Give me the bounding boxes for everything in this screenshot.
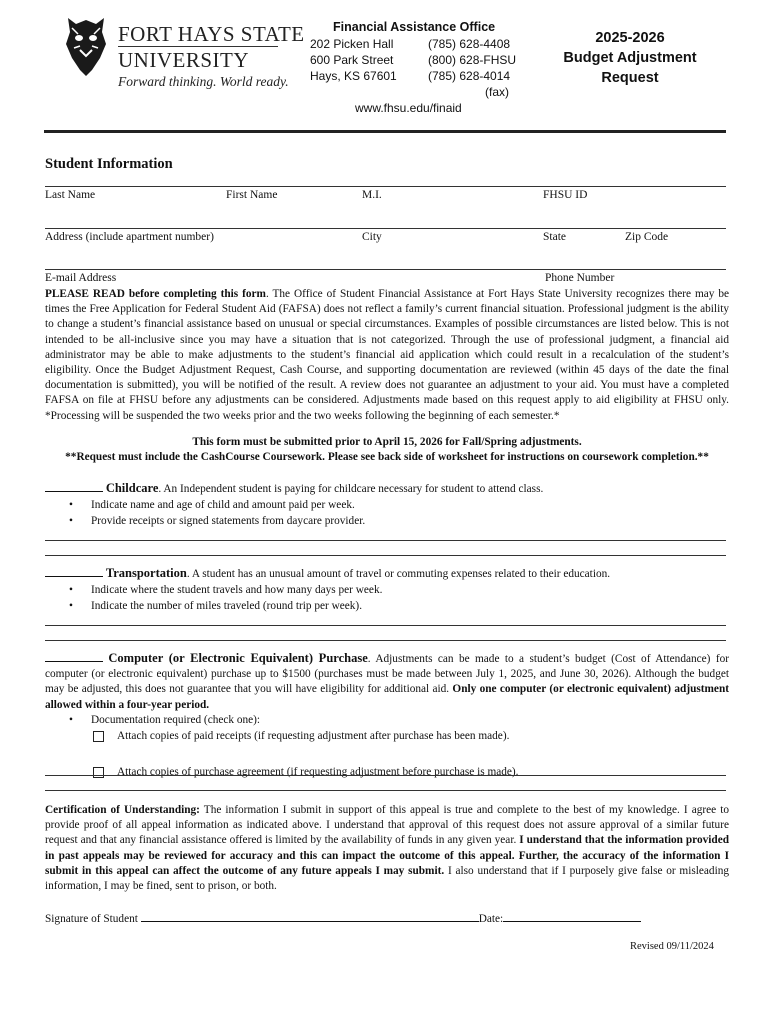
- checkbox-icon[interactable]: [93, 731, 104, 742]
- list-item: • Indicate the number of miles traveled (round trip per week).: [45, 598, 729, 614]
- intro-text: . The Office of Student Financial Assistance at Fort Hays State University recognizes there may be times the Free Application for Federal Student Aid (FAFSA) does not reflect a family’s current financial situation. Professional judgment is the ability to change a student’s financial assistance based on unusual or special circumstances. Examples of possible circumstances are listed below. This is not intended to be all-inclusive since you may have a situation that is not categorized. Through the use of professional judgment, a financial aid administrator may be able to make adjustments to the student’s financial aid application which could result in a recalculation of the student’s eligibility. Once the Budget Adjustment Request, Cash Course, and supporting documentation are reviewed (within 45 days of the date the final documentation is submitted), you will be notified of the result. A review does not guarantee an adjustment to your aid. You must have a completed FAFSA on file at FHSU before any adjustments can be considered. Adjustments made based on this request apply to aid eligibility at FHSU only. *Processing will be suspended the two weeks prior and the two weeks following the beginning of each semester.*: [45, 288, 729, 422]
- revised-date: Revised 09/11/2024: [630, 941, 714, 952]
- signature-label: Signature of Student: [45, 913, 138, 925]
- transportation-bullets: [45, 582, 729, 614]
- certification-text-bold: I understand that the information provided in past appeals may be reviewed for accuracy and this can impact the outcome of this appeal. Further, the accuracy of the information I submit in this appeal can affect the outcome of any future appeals I may submit.: [45, 834, 730, 877]
- label-zip: Zip Code: [625, 231, 669, 243]
- computer-option-agreement[interactable]: [45, 764, 767, 781]
- cashcourse-notice: **Request must include the CashCourse Coursework. Please see back side of worksheet for instructions on coursework completion.**: [65, 451, 709, 463]
- label-address: Address (include apartment number): [45, 231, 214, 243]
- computer-bullets: [45, 712, 729, 728]
- transportation-desc: . A student has an unusual amount of travel or commuting expenses related to their education.: [186, 568, 611, 580]
- office-address-2: 600 Park Street: [310, 53, 394, 67]
- label-mi: M.I.: [362, 189, 382, 201]
- date-field[interactable]: [503, 921, 641, 922]
- childcare-checkbox-line[interactable]: [45, 491, 103, 492]
- university-logo: [62, 14, 305, 94]
- transportation-section: [45, 566, 729, 582]
- office-address-3: Hays, KS 67601: [310, 69, 397, 83]
- office-address-1: 202 Picken Hall: [310, 37, 394, 51]
- deadline-notice: This form must be submitted prior to April 15, 2026 for Fall/Spring adjustments.: [192, 436, 582, 448]
- logo-line-1: FORT HAYS STATE: [118, 22, 305, 46]
- label-fhsu-id: FHSU ID: [543, 189, 588, 201]
- office-phone-2: (800) 628-FHSU: [428, 53, 517, 67]
- computer-answer-line-1[interactable]: [45, 775, 726, 776]
- childcare-bullets: [45, 497, 729, 529]
- office-phone-3: (785) 628-4014: [428, 69, 511, 83]
- childcare-desc: . An Independent student is paying for childcare necessary for student to attend class.: [158, 483, 544, 495]
- form-title-line-2: Budget Adjustment: [563, 50, 697, 66]
- childcare-section: [45, 481, 729, 497]
- label-phone: Phone Number: [545, 272, 615, 284]
- address-line[interactable]: [45, 228, 726, 229]
- form-title-year: 2025-2026: [595, 30, 665, 46]
- computer-section: [45, 651, 729, 713]
- option-label: Attach copies of purchase agreement (if requesting adjustment before purchase is made).: [117, 766, 519, 778]
- computer-answer-line-2[interactable]: [45, 790, 726, 791]
- certification-label: Certification of Understanding:: [45, 804, 200, 816]
- office-title: Financial Assistance Office: [333, 20, 496, 34]
- transportation-answer-line-2[interactable]: [45, 640, 726, 641]
- form-title: [550, 28, 710, 88]
- name-line[interactable]: [45, 186, 726, 187]
- intro-paragraph: [45, 287, 729, 424]
- label-email: E-mail Address: [45, 272, 117, 284]
- list-item: • Documentation required (check one):: [45, 712, 729, 728]
- email-line[interactable]: [45, 269, 726, 270]
- computer-title: Computer (or Electronic Equivalent) Purchase: [108, 651, 368, 665]
- office-fax: (fax): [485, 85, 509, 99]
- student-info-heading: Student Information: [45, 156, 173, 172]
- childcare-title: Childcare: [105, 481, 159, 495]
- label-first-name: First Name: [226, 189, 278, 201]
- label-city: City: [362, 231, 382, 243]
- childcare-answer-line-1[interactable]: [45, 540, 726, 541]
- tiger-icon: [62, 14, 110, 78]
- option-label: Attach copies of paid receipts (if requesting adjustment after purchase has been made).: [117, 730, 510, 742]
- transportation-title: Transportation: [105, 566, 187, 580]
- computer-desc: . Adjustments can be made to a student’s budget (Cost of Attendance) for computer (or electronic equivalent) purchase up to $1500 (purchases must be made between July 1, 2025, and June 30, 2026). Although the budget may be adjusted, this does not guarantee that you will have eligibility for additional aid.: [45, 653, 729, 696]
- childcare-answer-line-2[interactable]: [45, 555, 726, 556]
- please-read: PLEASE READ before completing this form: [45, 288, 266, 300]
- logo-tagline: Forward thinking. World ready.: [118, 74, 289, 89]
- list-item: • Indicate name and age of child and amount paid per week.: [45, 497, 729, 513]
- logo-divider: [118, 46, 278, 47]
- label-state: State: [543, 231, 566, 243]
- label-last-name: Last Name: [45, 189, 96, 201]
- computer-desc-bold: Only one computer (or electronic equivalent) adjustment allowed within a four-year period.: [45, 683, 729, 711]
- certification-text-1: The information I submit in support of this appeal is true and complete to the best of my knowledge. I agree to provide proof of all appeal information as indicated above. I understand that approval of this request does not assure approval of a similar future request and that any financial assistance offered is limited by the availability of funds in any given year.: [45, 804, 729, 847]
- computer-checkbox-line[interactable]: [45, 661, 103, 662]
- list-item: • Provide receipts or signed statements from daycare provider.: [45, 513, 729, 529]
- form-title-line-3: Request: [601, 70, 659, 86]
- logo-line-2: UNIVERSITY: [118, 48, 249, 72]
- signature-row: [45, 912, 729, 927]
- computer-option-receipts[interactable]: [45, 728, 767, 745]
- transportation-checkbox-line[interactable]: [45, 576, 103, 577]
- transportation-answer-line-1[interactable]: [45, 625, 726, 626]
- office-phone-1: (785) 628-4408: [428, 37, 511, 51]
- list-item: • Indicate where the student travels and how many days per week.: [45, 582, 729, 598]
- header-divider: [44, 130, 726, 133]
- office-website: www.fhsu.edu/finaid: [355, 101, 462, 115]
- certification-text-2: I also understand that if I purposely give false or misleading information, I may be fined, sent to prison, or both.: [45, 864, 730, 893]
- date-label: Date:: [478, 913, 504, 925]
- signature-field[interactable]: [141, 921, 479, 922]
- certification-paragraph: [45, 803, 729, 894]
- checkbox-icon[interactable]: [93, 767, 104, 778]
